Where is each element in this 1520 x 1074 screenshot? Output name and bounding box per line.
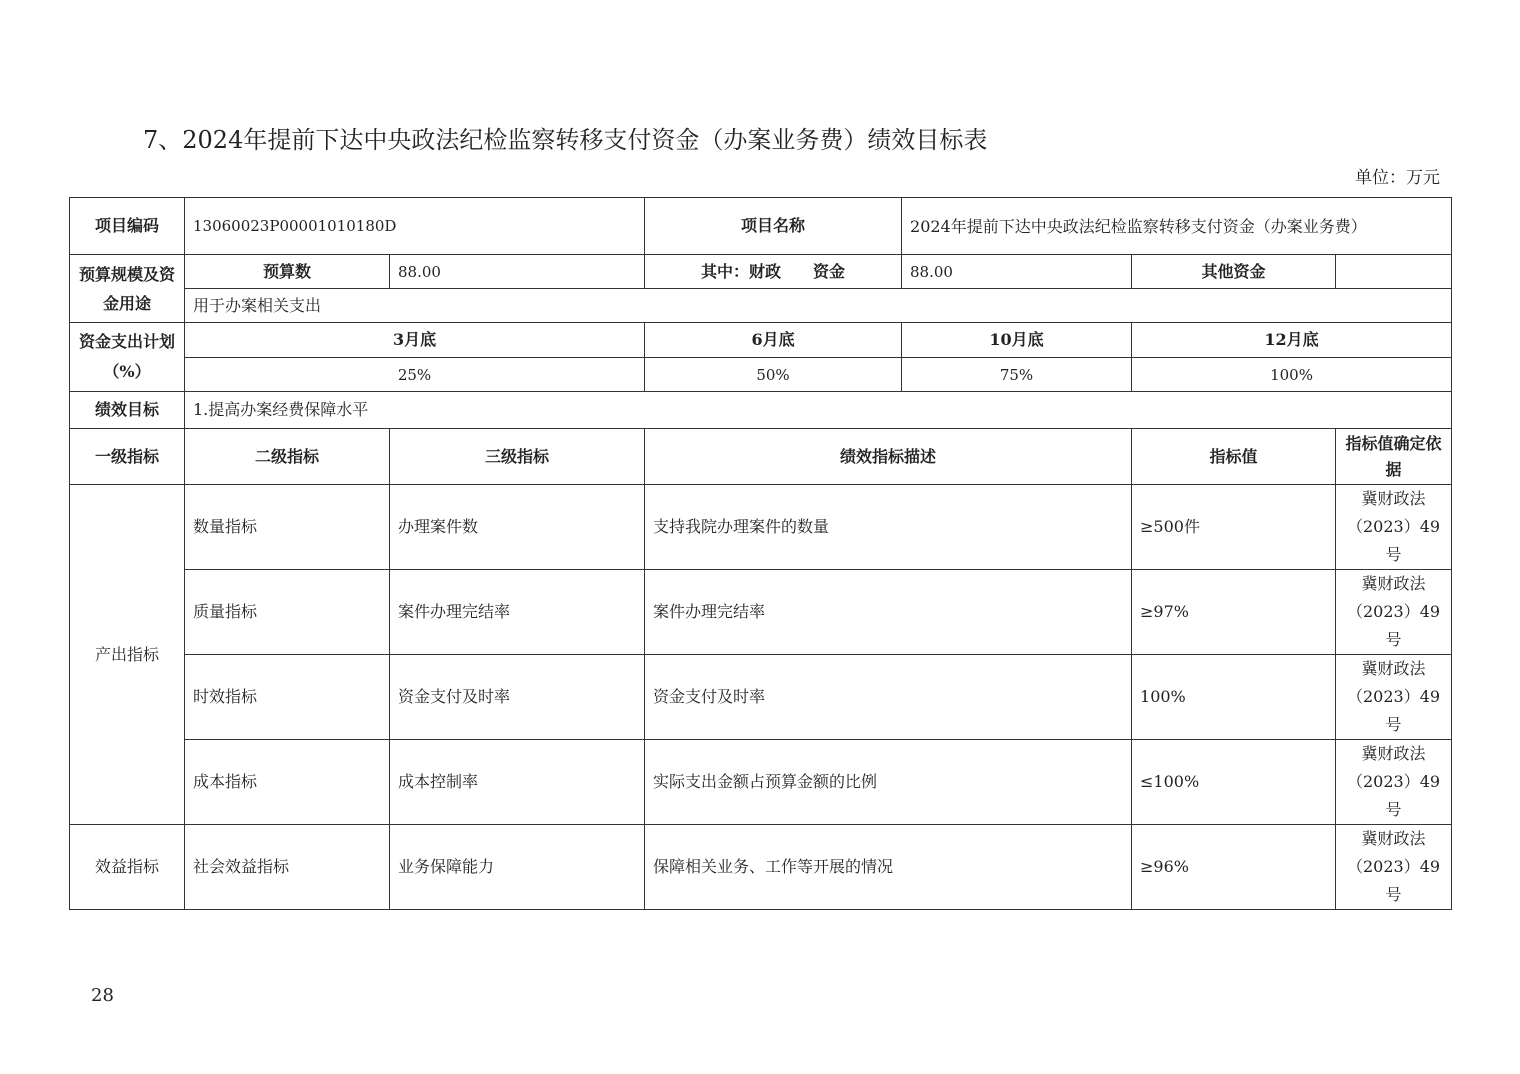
level3-cell: 办理案件数 [390, 485, 645, 570]
value-cell: ≥96% [1132, 825, 1336, 910]
schedule-value-row [70, 358, 1452, 392]
page-number: 28 [91, 985, 114, 1006]
level2-cell: 质量指标 [185, 570, 390, 655]
document-title: 7、2024年提前下达中央政法纪检监察转移支付资金（办案业务费）绩效目标表 [143, 126, 988, 154]
goal-row [70, 392, 1452, 429]
value-cell: ≤100% [1132, 740, 1336, 825]
other-funds-value [1336, 255, 1452, 289]
budget-amount-value: 88.00 [390, 255, 645, 289]
other-funds-label: 其他资金 [1132, 255, 1336, 289]
header-level2: 二级指标 [185, 429, 390, 485]
table-row [70, 740, 1452, 825]
schedule-value-dec: 100% [1132, 358, 1452, 392]
header-description: 绩效指标描述 [645, 429, 1132, 485]
fiscal-funds-value: 88.00 [902, 255, 1132, 289]
level3-cell: 成本控制率 [390, 740, 645, 825]
fiscal-funds-label: 其中：财政 资金 [645, 255, 902, 289]
level3-cell: 业务保障能力 [390, 825, 645, 910]
basis-cell: 冀财政法（2023）49号 [1336, 825, 1452, 910]
table-row [70, 570, 1452, 655]
value-cell: 100% [1132, 655, 1336, 740]
table-row [70, 655, 1452, 740]
schedule-value-jun: 50% [645, 358, 902, 392]
schedule-period-oct: 10月底 [902, 323, 1132, 358]
basis-cell: 冀财政法（2023）49号 [1336, 570, 1452, 655]
unit-label: 单位：万元 [1355, 168, 1440, 188]
level1-output: 产出指标 [70, 485, 185, 825]
project-name-value: 2024年提前下达中央政法纪检监察转移支付资金（办案业务费） [902, 198, 1452, 255]
schedule-period-jun: 6月底 [645, 323, 902, 358]
level2-cell: 成本指标 [185, 740, 390, 825]
header-basis: 指标值确定依据 [1336, 429, 1452, 485]
project-code-label: 项目编码 [70, 198, 185, 255]
level3-cell: 资金支付及时率 [390, 655, 645, 740]
description-cell: 实际支出金额占预算金额的比例 [645, 740, 1132, 825]
project-name-label: 项目名称 [645, 198, 902, 255]
value-cell: ≥97% [1132, 570, 1336, 655]
level2-cell: 数量指标 [185, 485, 390, 570]
header-level3: 三级指标 [390, 429, 645, 485]
goal-value: 1.提高办案经费保障水平 [185, 392, 1452, 429]
schedule-period-dec: 12月底 [1132, 323, 1452, 358]
basis-cell: 冀财政法（2023）49号 [1336, 485, 1452, 570]
description-cell: 案件办理完结率 [645, 570, 1132, 655]
value-cell: ≥500件 [1132, 485, 1336, 570]
goal-label: 绩效目标 [70, 392, 185, 429]
indicator-header-row [70, 429, 1452, 485]
level3-cell: 案件办理完结率 [390, 570, 645, 655]
description-cell: 资金支付及时率 [645, 655, 1132, 740]
header-value: 指标值 [1132, 429, 1336, 485]
schedule-period-mar: 3月底 [185, 323, 645, 358]
project-code-value: 13060023P00001010180D [185, 198, 645, 255]
budget-amount-label: 预算数 [185, 255, 390, 289]
project-row [70, 198, 1452, 255]
table-row [70, 825, 1452, 910]
level2-cell: 时效指标 [185, 655, 390, 740]
level2-cell: 社会效益指标 [185, 825, 390, 910]
performance-target-table [69, 197, 1452, 910]
schedule-period-row [70, 323, 1452, 358]
schedule-label: 资金支出计划（%） [70, 323, 185, 392]
header-level1: 一级指标 [70, 429, 185, 485]
basis-cell: 冀财政法（2023）49号 [1336, 655, 1452, 740]
table-row [70, 485, 1452, 570]
basis-cell: 冀财政法（2023）49号 [1336, 740, 1452, 825]
budget-usage-value: 用于办案相关支出 [185, 289, 1452, 323]
budget-label: 预算规模及资金用途 [70, 255, 185, 323]
schedule-value-oct: 75% [902, 358, 1132, 392]
level1-benefit: 效益指标 [70, 825, 185, 910]
budget-amount-row [70, 255, 1452, 289]
description-cell: 支持我院办理案件的数量 [645, 485, 1132, 570]
description-cell: 保障相关业务、工作等开展的情况 [645, 825, 1132, 910]
budget-usage-row [70, 289, 1452, 323]
schedule-value-mar: 25% [185, 358, 645, 392]
